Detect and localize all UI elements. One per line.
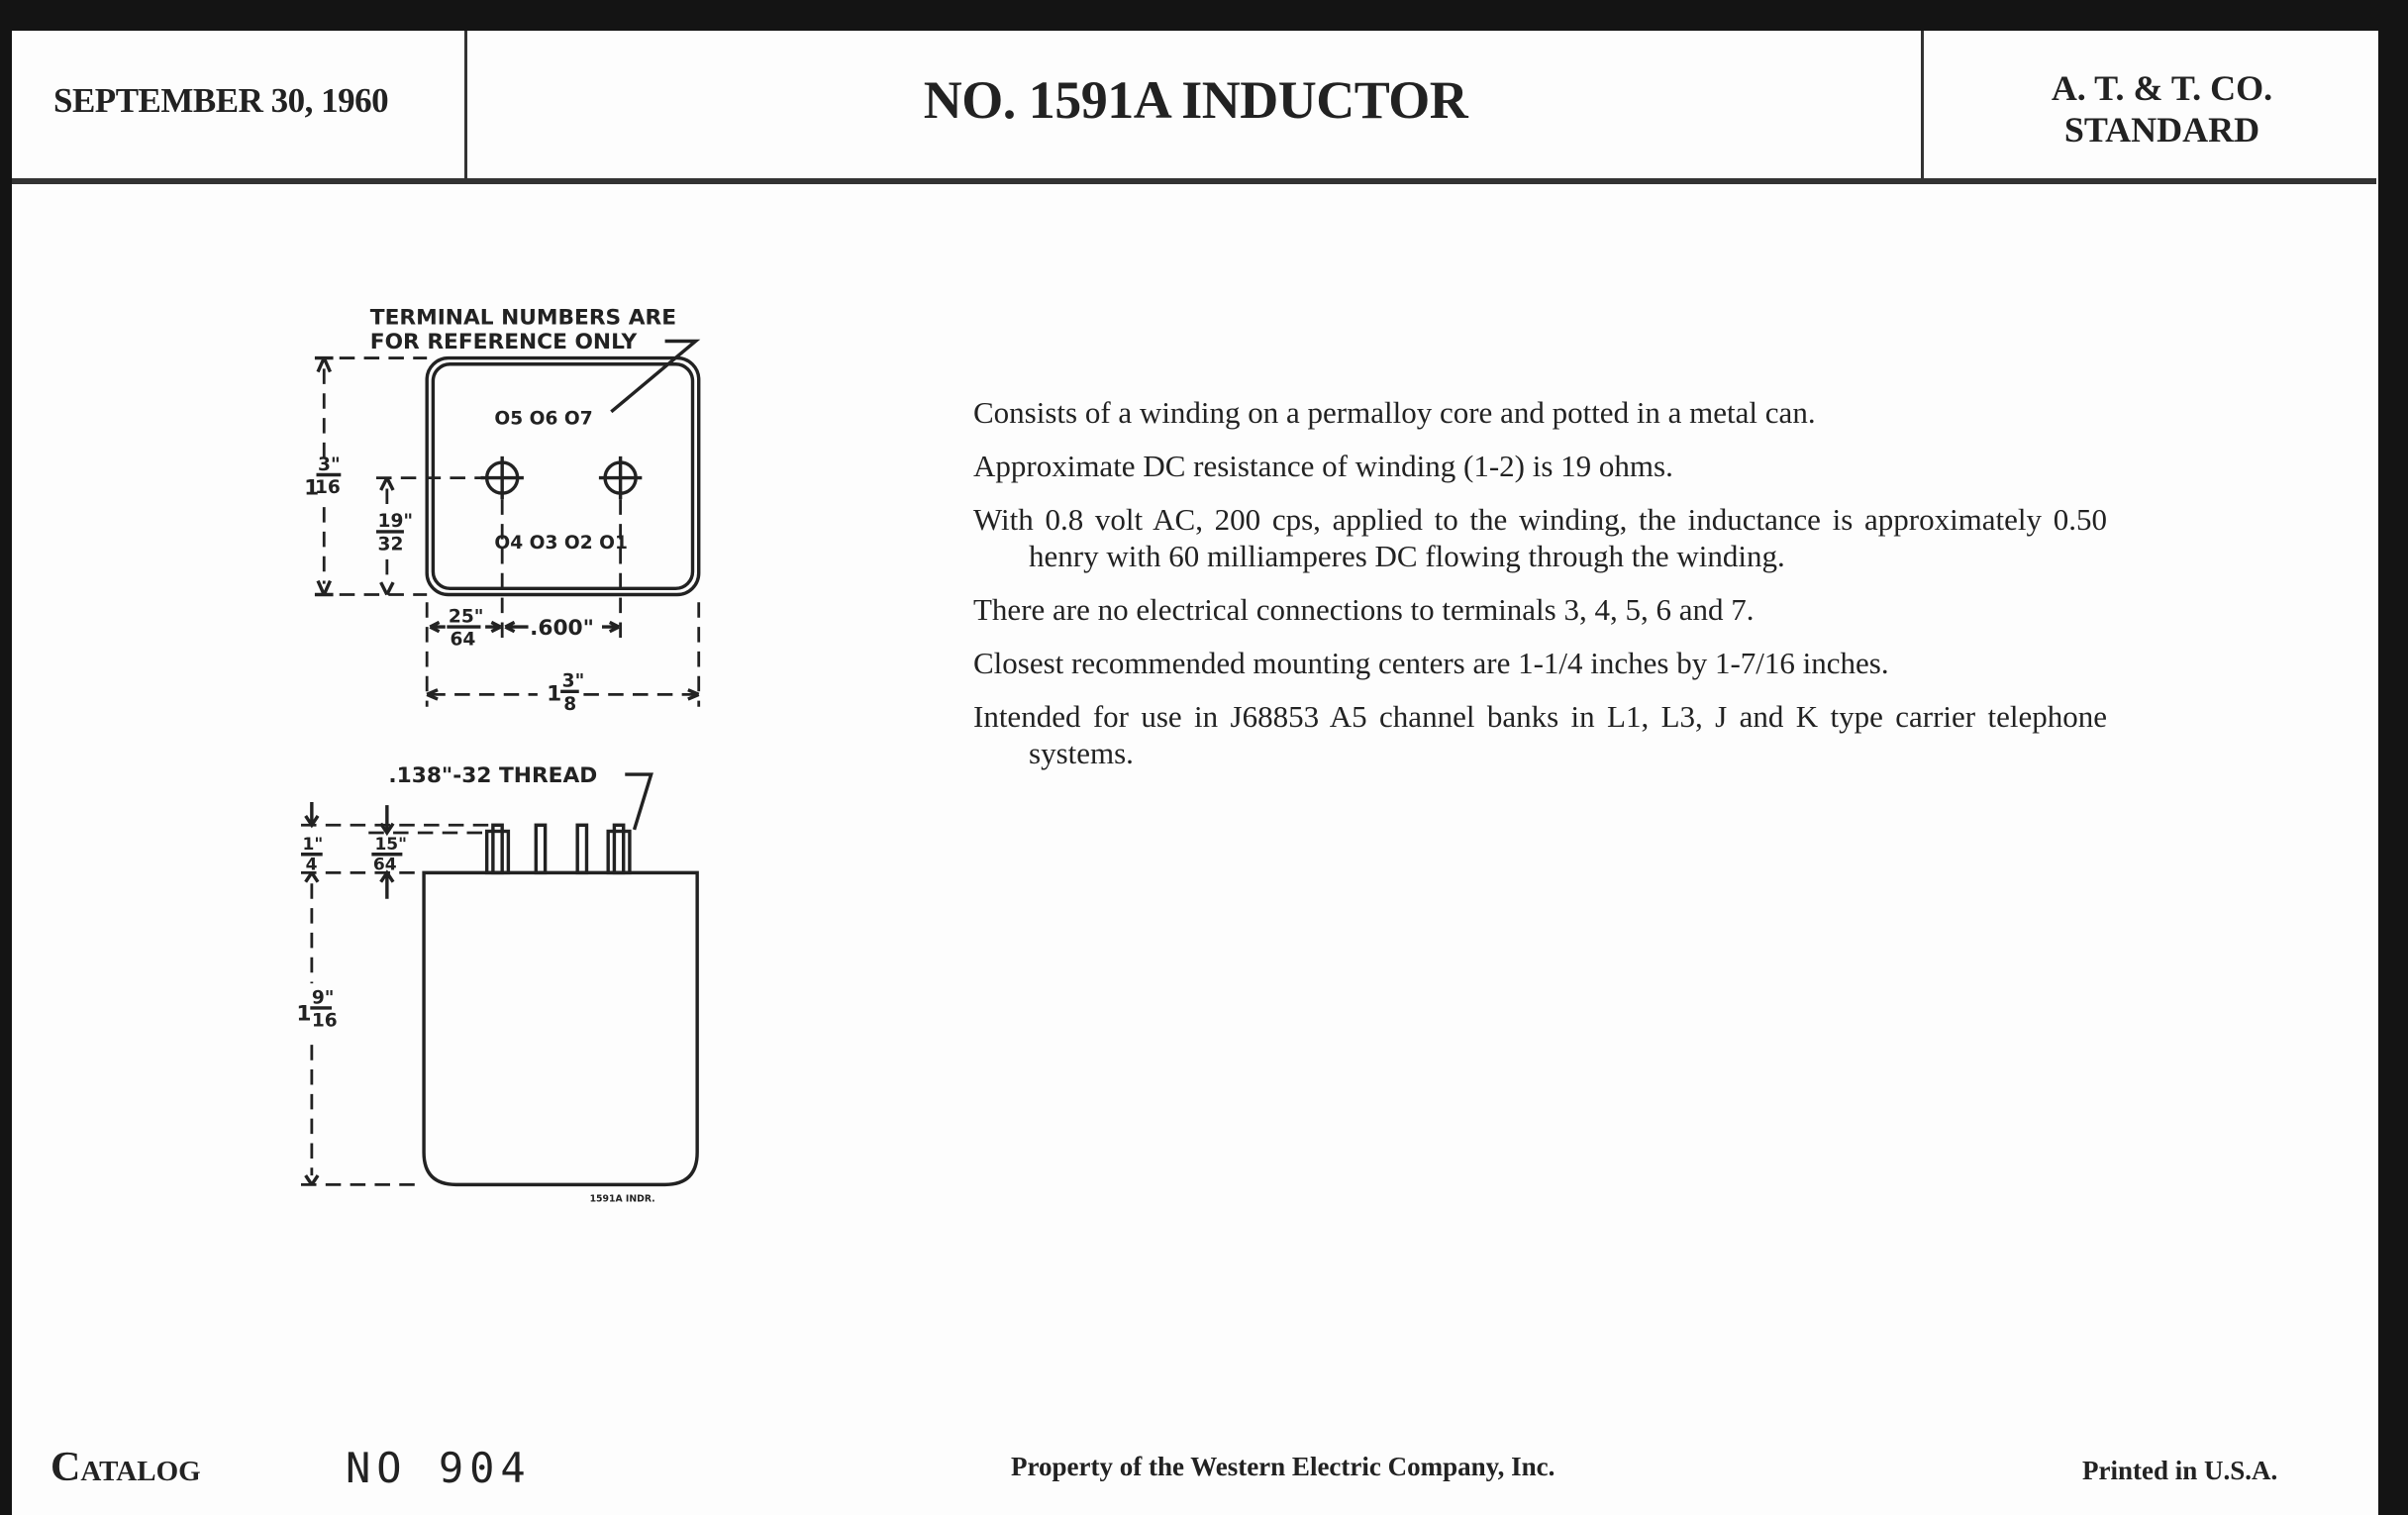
width-denominator: 8: [563, 693, 577, 715]
terminals-bottom-label: O4 O3 O2 O1: [494, 532, 628, 554]
standard-line-1: A. T. & T. CO.: [2051, 68, 2273, 108]
description-paragraph: With 0.8 volt AC, 200 cps, applied to the winding, the inductance is approximately 0.50 henry with 60 milliamperes DC flowing through the winding.: [973, 502, 2107, 573]
thread-length-denominator: 64: [372, 855, 397, 875]
terminal-height-numerator: 1": [302, 835, 324, 856]
thread-leader: [625, 774, 651, 830]
can-height-whole: 1: [296, 1001, 312, 1027]
catalog-label: Catalog: [50, 1445, 201, 1490]
edge-to-hole-denominator: 64: [450, 629, 476, 651]
top-view: [304, 305, 699, 714]
can-outline-outer: [427, 358, 699, 595]
description-paragraph: Consists of a winding on a permalloy core and potted in a metal can.: [973, 395, 1816, 430]
can-height-denominator: 16: [311, 1010, 338, 1032]
description-paragraph: Approximate DC resistance of winding (1-2) is 19 ohms.: [973, 449, 1673, 483]
property-notice: Property of the Western Electric Company, Inc.: [1011, 1452, 1555, 1481]
terminal-height-denominator: 4: [305, 855, 318, 875]
width-numerator: 3": [561, 670, 585, 692]
thread-length-numerator: 15": [374, 835, 408, 856]
can-outline-inner: [433, 364, 692, 589]
width-whole: 1: [547, 681, 562, 707]
edge-to-hole-numerator: 25": [448, 606, 484, 628]
can-height-numerator: 9": [311, 987, 335, 1009]
height-numerator: 3": [318, 454, 341, 475]
issue-date: SEPTEMBER 30, 1960: [53, 81, 389, 120]
hole-offset-denominator: 32: [377, 534, 404, 556]
terminal-note-line-1: TERMINAL NUMBERS ARE: [369, 305, 677, 331]
description-paragraph: There are no electrical connections to terminals 3, 4, 5, 6 and 7.: [973, 592, 1755, 627]
hole-spacing-label: .600": [530, 615, 594, 641]
height-whole: 1: [304, 475, 320, 501]
terminal-pin: [577, 825, 586, 872]
terminals-top-label: O5 O6 O7: [494, 408, 593, 430]
description-paragraph: Intended for use in J68853 A5 channel banks in L1, L3, J and K type carrier telephone systems.: [973, 699, 2107, 770]
hole-offset-numerator: 19": [377, 511, 414, 533]
thread-note: .138"-32 THREAD: [388, 762, 598, 788]
terminal-note-line-2: FOR REFERENCE ONLY: [369, 330, 638, 355]
can-body: [424, 872, 697, 1184]
catalog-number: NO 904: [346, 1444, 532, 1492]
height-denominator: 16: [314, 477, 341, 499]
page-title: NO. 1591A INDUCTOR: [923, 70, 1468, 130]
threaded-terminal: [487, 831, 509, 872]
description: [973, 394, 2107, 788]
description-paragraph: Closest recommended mounting centers are 1-1/4 inches by 1-7/16 inches.: [973, 646, 1889, 680]
threaded-terminal: [608, 831, 630, 872]
side-view: [296, 763, 697, 1205]
standard-line-2: STANDARD: [2063, 110, 2260, 150]
printed-notice: Printed in U.S.A.: [2082, 1456, 2278, 1485]
drawing-id: 1591A INDR.: [589, 1193, 655, 1205]
terminal-pin: [536, 825, 545, 872]
